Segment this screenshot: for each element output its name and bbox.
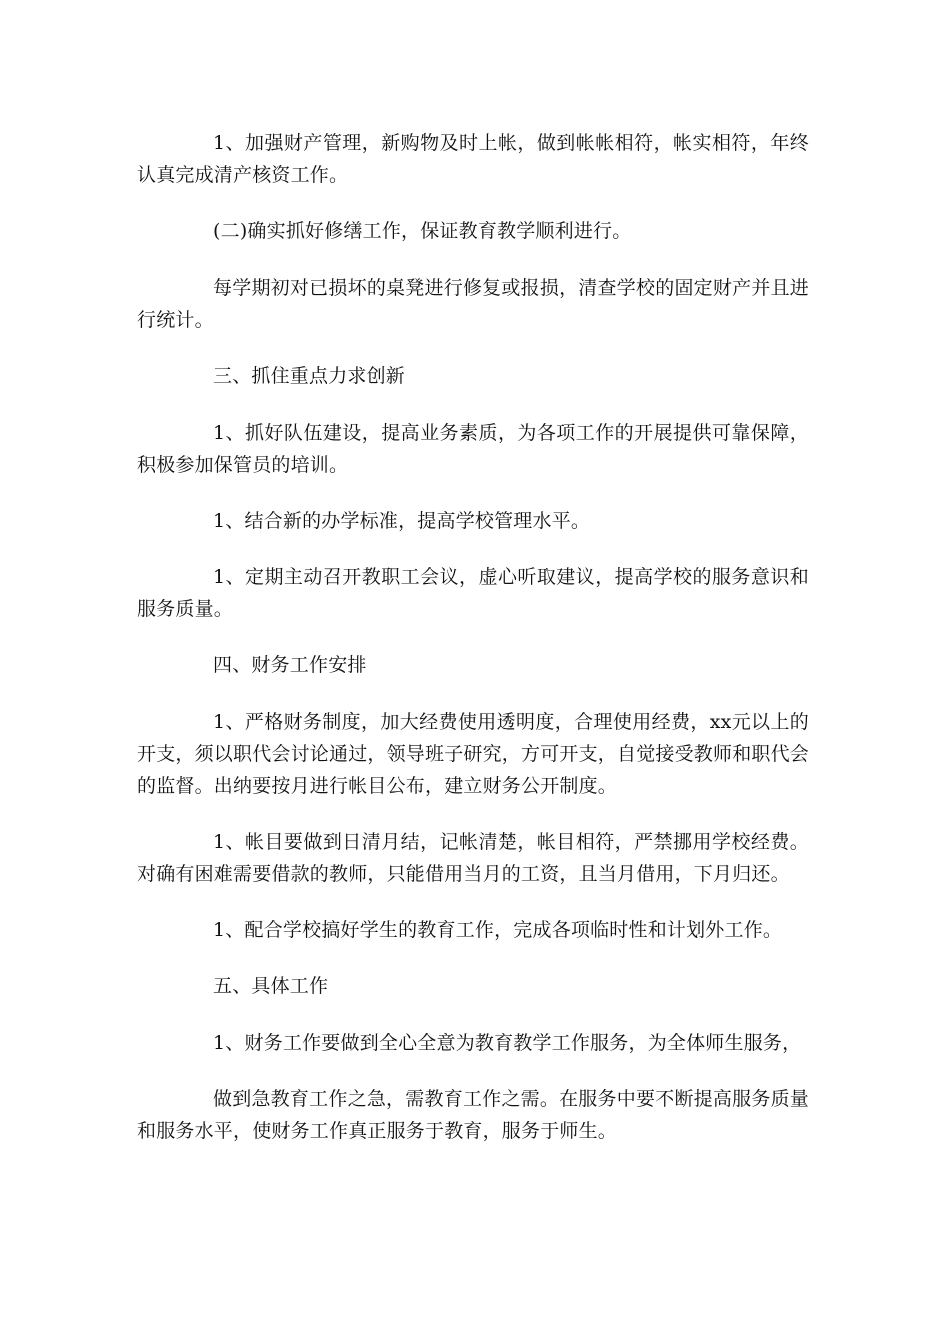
paragraph-school-standards: 1、结合新的办学标准，提高学校管理水平。 bbox=[213, 510, 591, 532]
section-heading-five: 五、具体工作 bbox=[213, 975, 329, 997]
paragraph-desk-repair: 每学期初对已损坏的桌凳进行修复或报损，清查学校的固定财产并且进行统计。 bbox=[137, 277, 809, 331]
paragraph-team-building: 1、抓好队伍建设，提高业务素质，为各项工作的开展提供可靠保障，积极参加保管员的培训。 bbox=[137, 422, 809, 476]
paragraph-student-education: 1、配合学校搞好学生的教育工作，完成各项临时性和计划外工作。 bbox=[213, 919, 783, 941]
paragraph-service-quality: 做到急教育工作之急，需教育工作之需。在服务中要不断提高服务质量和服务水平，使财务工作真正服务于教育，服务于师生。 bbox=[137, 1088, 809, 1142]
paragraph-financial-system: 1、严格财务制度，加大经费使用透明度，合理使用经费，xx元以上的开支，须以职代会讨论通过，领导班子研究，方可开支，自觉接受教师和职代会的监督。出纳要按月进行帐目公布，建立财务公开制度。 bbox=[137, 711, 810, 797]
paragraph-accounts: 1、帐目要做到日清月结，记帐清楚，帐目相符，严禁挪用学校经费。对确有困难需要借款的教师，只能借用当月的工资，且当月借用，下月归还。 bbox=[137, 831, 809, 885]
document-page bbox=[137, 127, 809, 1171]
section-heading-four: 四、财务工作安排 bbox=[213, 654, 367, 676]
subheading-repair-work: (二)确实抓好修缮工作，保证教育教学顺利进行。 bbox=[213, 220, 632, 242]
paragraph-finance-service: 1、财务工作要做到全心全意为教育教学工作服务，为全体师生服务， bbox=[213, 1032, 802, 1054]
paragraph-asset-management: 1、加强财产管理，新购物及时上帐，做到帐帐相符，帐实相符，年终认真完成清产核资工作。 bbox=[137, 132, 809, 186]
section-heading-three: 三、抓住重点力求创新 bbox=[213, 365, 406, 387]
paragraph-staff-meetings: 1、定期主动召开教职工会议，虚心听取建议，提高学校的服务意识和服务质量。 bbox=[137, 566, 809, 620]
